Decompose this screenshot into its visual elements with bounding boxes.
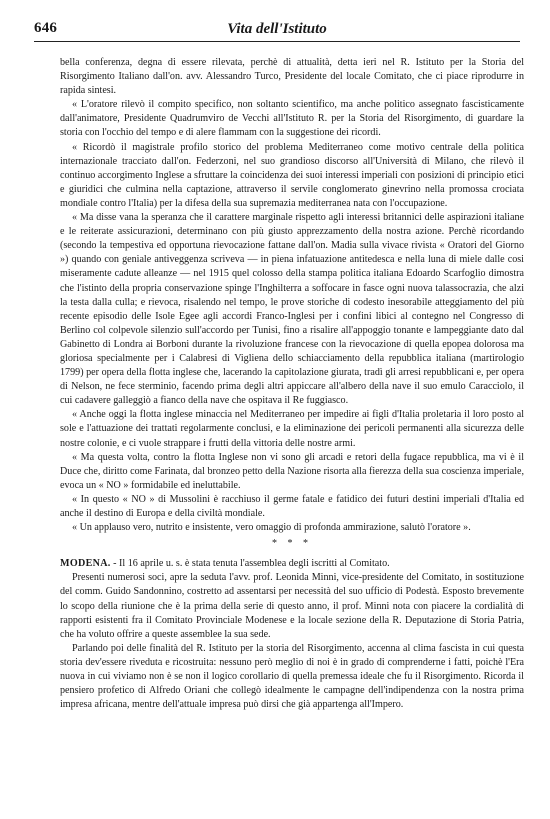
- page-number: 646: [34, 20, 58, 36]
- section-heading-paragraph: [60, 557, 524, 571]
- paragraph: « Ma questa volta, contro la flotta Inglese non vi sono gli arcadi e retori della fugace repubblica, ma vi è il Duce che, diritto come Farinata, dal bronzeo petto della Nazione risorta alla fierezza della sua coscienza imperiale, evoca un « NO » formidabile ed ineluttabile.: [60, 451, 524, 491]
- article-body: [60, 56, 524, 712]
- paragraph: « L'oratore rilevò il compito specifico, non soltanto scientifico, ma anche politico assegnato fascisticamente dall'animatore, Presidente Quadrumviro de Vecchi all'Istituto R. per la Storia del Risorgimento, di guardare la storia con l'occhio del tempo e di alere flammam con la suggestione dei ricordi.: [60, 99, 524, 139]
- page-header: [34, 20, 520, 38]
- paragraph: bella conferenza, degna di essere rilevata, perchè di attualità, detta ieri nel R. Istituto per la Storia del Risorgimento Italiano dall'on. avv. Alessandro Turco, Presidente del locale Comitato, che ci piace riprodurre in rapida sintesi.: [60, 57, 524, 97]
- section-place: MODENA.: [60, 558, 111, 570]
- header-rule: [34, 41, 520, 42]
- paragraph: « Ma disse vana la speranza che il carattere marginale rispetto agli interessi britannici delle aspirazioni italiane e le reiterate assicurazioni, determinano con più giusto apprezzamento della nostra azione. Perchè ricordando (secondo la tempestiva ed opportuna rievocazione fattane dall'on. Madia sulla vivace rivista « Oratori del Giorno ») quando con geniale antiveggenza scriveva — in piena infatuazione antitedesca e nella luna di miele dalle cosi miseramente cadute alleanze — nel 1915 quel colosso della stampa politica italiana Edoardo Scarfoglio dimostra che l'istinto della propria conservazione spinge l'Inghilterra a soffocare in fasce ogni nuova talassocrazia, che alzi la testa dalla culla; e rievoca, risalendo nel tempo, le prove storiche di codesto inesorabile atteggiamento del più recente episodio delle Isole Egee agli accordi Franco-Inglesi per i confini libici al contegno nel Congresso di Berlino col colpevole silenzio sull'accordo per Tunisi, fino a risalire all'appoggio tonante e lampeggiante dato dal Gabinetto di Londra ai Borboni durante la rivoluzione francese con la rievocazione di quella epopea dolorosa ma gloriosa specialmente per i Calabresi di Viglienа dello schiacciamento della repubblica italiana (martirologio 1799) per opera della flotta inglese che, lacerando la capitolazione giurata, tradì gli arresi repubblicani e, per opera di Nelson, ne fece sterminio, facendo prima degli altri appiccare all'albero della nave il suo emulo Caracciolo, il cui cadavere galleggiò a fianco della nave che ospitava il Re fuggiasco.: [60, 212, 524, 407]
- paragraph: Presenti numerosi soci, apre la seduta l'avv. prof. Leonida Minni, vice-presidente del Comitato, in sostituzione del comm. Guido Sandonnino, costretto ad assentarsi per necessità del suo ufficio di Podestà. Esposto brevemente lo scopo della riunione che è la prima della serie di questo anno, il prof. Minni nota con piacere la cordialità di rapporti esistenti fra il Comitato Provinciale Modenese e la locale sezione della R. Deputazione di Storia Patria, che ha voluto offrire a queste assemblee la sua sede.: [60, 572, 524, 640]
- running-title: Vita dell'Istituto: [227, 21, 327, 37]
- paragraph: Parlando poi delle finalità del R. Istituto per la storia del Risorgimento, accenna al clima fascista in cui questa storia dev'essere riveduta e ricostruita: nessuno però meglio di noi è in grado di comprenderne i fatti, poichè l'Era nuova in cui viviamo non è se non il logico corollario di quella premessa ideale che fu il Risorgimento. Ricorda il pensiero profetico di Alfredo Oriani che collegò idealmente le campagne dell'indipendenza con la nostra prima impresa africana, mentre dell'attuale impresa può dirsi che già appartenga all'Impero.: [60, 642, 524, 711]
- paragraph: « In questo « NO » di Mussolini è racchiuso il germe fatale e fatidico dei futuri destini imperiali d'Italia ed anche il destino di Europa e della civiltà mondiale.: [60, 493, 524, 519]
- section-separator: * * *: [272, 538, 312, 550]
- paragraph: « Un applauso vero, nutrito e insistente, vero omaggio di profonda ammirazione, salutò l'oratore ».: [72, 522, 471, 534]
- paragraph: « Anche oggi la flotta inglese minaccia nel Mediterraneo per impedire ai figli d'Italia proletaria il loro posto al sole e l'attuazione dei trattati regolarmente conclusi, e la eliminazione dei pericoli permanenti alla sicurezza delle nostre colonie, e ci vuole strappare i frutti della vittoria delle nostre armi.: [60, 409, 524, 449]
- section-opening: - Il 16 aprile u. s. è stata tenuta l'assemblea degli iscritti al Comitato.: [110, 558, 390, 570]
- paragraph: « Ricordò il magistrale profilo storico del problema Mediterraneo come motivo centrale della politica internazionale tracciato dall'on. Federzoni, nel suo grandioso discorso all'Università di Milano, che rilevò il continuo accorgimento Inglese a sfruttare la coincidenza dei suoi interessi imperiali con posizioni di principio etici e giuridici che culmina nella captazione, attraverso il servile conglomerato ginevrino nella promossa crociata mondiale contro l'Italia) per la difesa della sua supremazia mediterranea nata con l'occupazione.: [60, 141, 524, 209]
